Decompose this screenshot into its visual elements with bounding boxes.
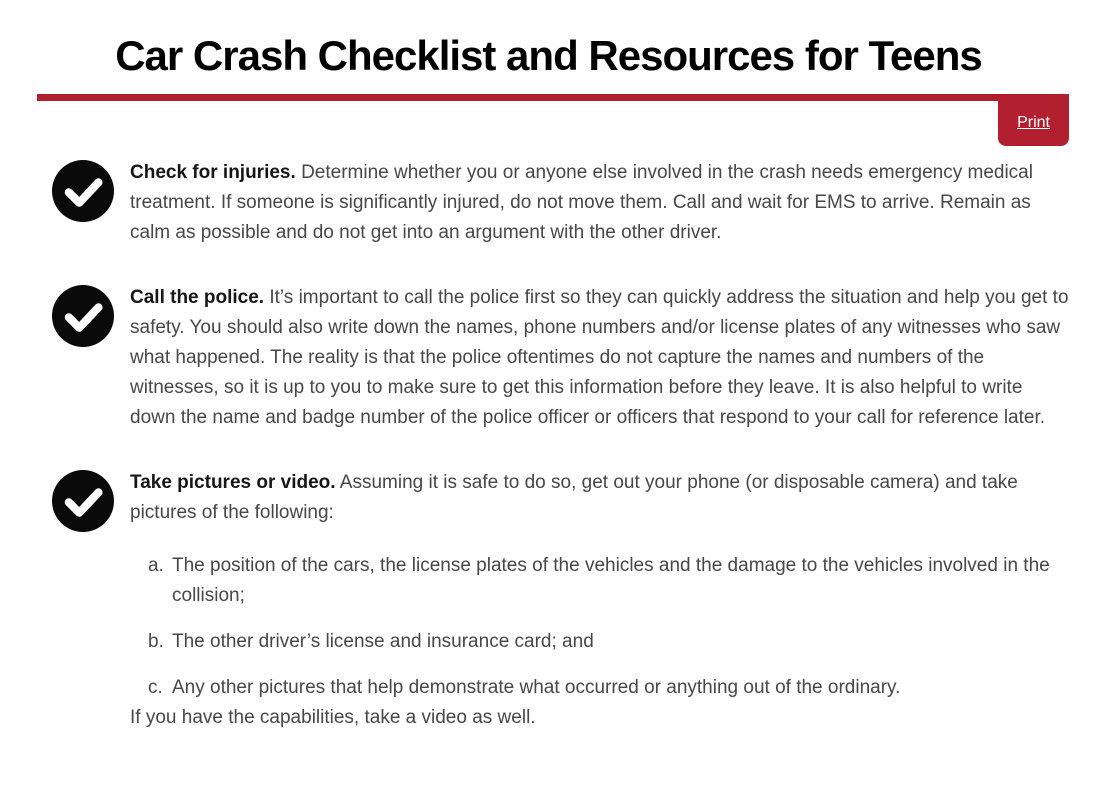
check-circle-icon bbox=[52, 160, 114, 222]
footer-note: If you have the capabilities, take a video as well. bbox=[130, 706, 536, 728]
checklist-item-body bbox=[130, 283, 1069, 433]
checklist-item-pictures bbox=[37, 468, 1069, 733]
sub-list-text: Any other pictures that help demonstrate what occurred or anything out of the ordinary. bbox=[172, 676, 901, 698]
sub-list-item bbox=[148, 627, 1069, 657]
page-content bbox=[37, 94, 1069, 733]
checklist-item-police bbox=[37, 283, 1069, 433]
sub-list-text: The position of the cars, the license plates of the vehicles and the damage to the vehicles involved in the collision; bbox=[172, 554, 1050, 606]
print-button-row bbox=[37, 101, 1069, 146]
checklist-item-paragraph bbox=[130, 283, 1069, 433]
check-circle-icon bbox=[52, 285, 114, 347]
checklist-item-injuries bbox=[37, 158, 1069, 248]
page-title: Car Crash Checklist and Resources for Teens bbox=[115, 32, 982, 79]
sub-list-item bbox=[148, 551, 1069, 611]
item-body-text: Assuming it is safe to do so, get out your phone (or disposable camera) and take pictures of the following: bbox=[130, 471, 1018, 523]
checklist-item-paragraph bbox=[130, 468, 1069, 528]
item-body-text: It’s important to call the police first so they can quickly address the situation and help you get to safety. You should also write down the names, phone numbers and/or license plates of any witnesses who saw what happened. The reality is that the police oftentimes do not capture the names and numbers of the witnesses, so it is up to you to make sure to get this information before they leave. It is also helpful to write down the name and badge number of the police officer or officers that respond to your call for reference later. bbox=[130, 286, 1069, 428]
item-lead-text: Call the police. bbox=[130, 286, 265, 308]
check-circle-icon bbox=[52, 470, 114, 532]
checklist-item-body bbox=[130, 158, 1069, 248]
sub-list-marker: b. bbox=[148, 630, 164, 652]
checklist-item-body bbox=[130, 468, 1069, 733]
pictures-sub-list bbox=[130, 551, 1069, 703]
sub-list-marker: a. bbox=[148, 554, 164, 576]
sub-list-text: The other driver’s license and insurance card; and bbox=[172, 630, 594, 652]
item-lead-text: Check for injuries. bbox=[130, 161, 296, 183]
item-body-text: Determine whether you or anyone else involved in the crash needs emergency medical treatment. If someone is significantly injured, do not move them. Call and wait for EMS to arrive. Remain as calm as possible and do not get into an argument with the other driver. bbox=[130, 161, 1033, 243]
item-lead-text: Take pictures or video. bbox=[130, 471, 336, 493]
print-button[interactable]: Print bbox=[998, 101, 1069, 146]
sub-list-marker: c. bbox=[148, 676, 163, 698]
checklist bbox=[37, 158, 1069, 733]
checklist-item-paragraph bbox=[130, 158, 1069, 248]
sub-list-item bbox=[148, 673, 1069, 703]
title-divider bbox=[37, 94, 1069, 101]
